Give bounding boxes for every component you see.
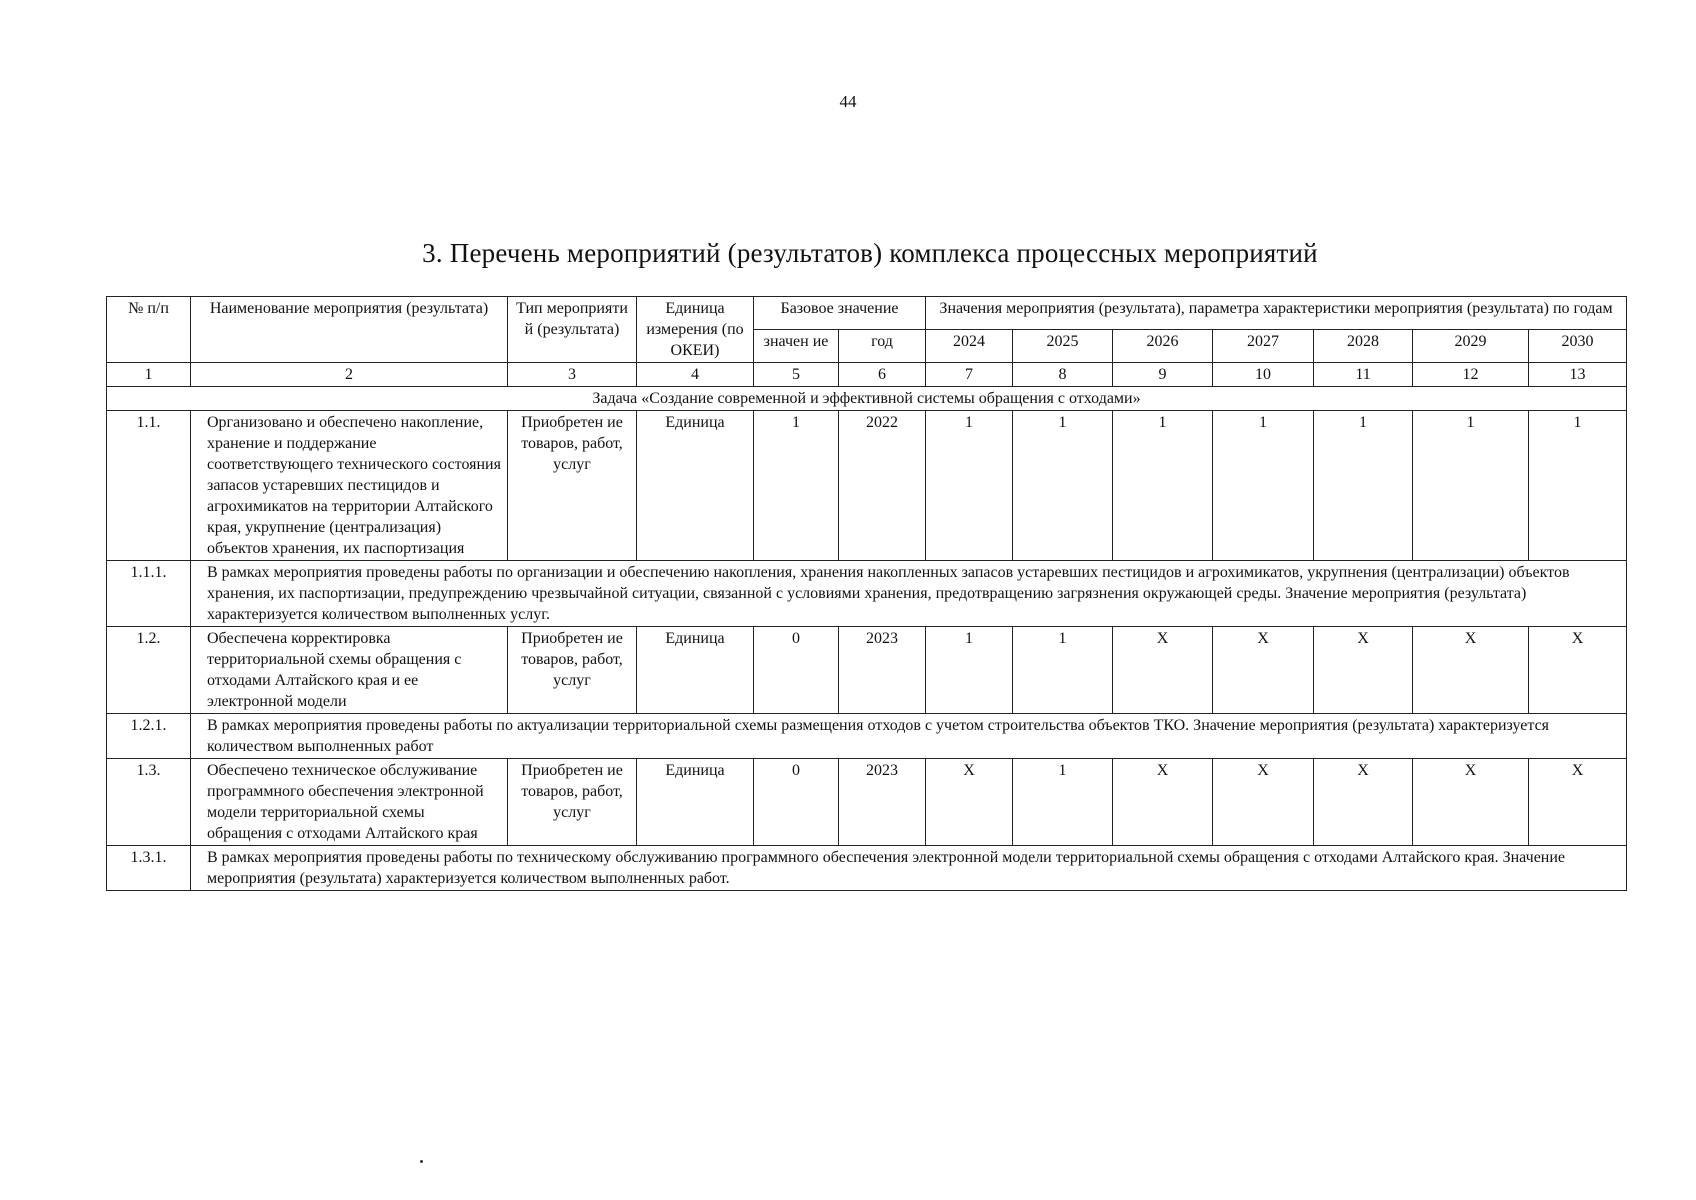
- task-row: [107, 387, 1627, 411]
- header-name: Наименование мероприятия (результата): [191, 297, 508, 363]
- column-index: 9: [1113, 363, 1213, 387]
- activity-name: Обеспечена корректировка территориальной схемы обращения с отходами Алтайского края и ее электронной модели: [191, 627, 508, 714]
- base-value: 0: [754, 759, 839, 846]
- description-number: 1.2.1.: [107, 714, 191, 759]
- task-title: Задача «Создание современной и эффективной системы обращения с отходами»: [107, 387, 1627, 411]
- column-index: 1: [107, 363, 191, 387]
- header-year: 2024: [926, 330, 1013, 363]
- header-year: 2027: [1213, 330, 1314, 363]
- header-base: Базовое значение: [754, 297, 926, 330]
- column-index: 11: [1314, 363, 1413, 387]
- header-year: 2025: [1013, 330, 1113, 363]
- base-year: 2023: [839, 627, 926, 714]
- year-value: 1: [1529, 411, 1627, 561]
- base-year: 2023: [839, 759, 926, 846]
- header-row-1: [107, 297, 1627, 330]
- year-value: X: [1529, 627, 1627, 714]
- column-index: 5: [754, 363, 839, 387]
- base-value: 1: [754, 411, 839, 561]
- column-index: 13: [1529, 363, 1627, 387]
- year-value: X: [1314, 759, 1413, 846]
- year-value: X: [1213, 759, 1314, 846]
- page-number: 44: [839, 92, 857, 111]
- column-index-row: [107, 363, 1627, 387]
- description-text: В рамках мероприятия проведены работы по техническому обслуживанию программного обеспечения электронной модели территориальной схемы обращения с отходами Алтайского края. Значение мероприятия (результата) характеризуется количеством выполненных работ.: [191, 846, 1627, 891]
- year-value: 1: [926, 627, 1013, 714]
- column-index: 12: [1413, 363, 1529, 387]
- description-text: В рамках мероприятия проведены работы по организации и обеспечению накопления, хранения накопленных запасов устаревших пестицидов и агрохимикатов, укрупнения (централизации) объектов хранения, их паспортизации, предупреждению чрезвычайной ситуации, связанной с условиями хранения, предотвращению загрязнения окружающей среды. Значение мероприятия (результата) характеризуется количеством выполненных услуг.: [191, 561, 1627, 627]
- activity-type: Приобретен ие товаров, работ, услуг: [508, 411, 637, 561]
- year-value: 1: [1413, 411, 1529, 561]
- table-row: [107, 627, 1627, 714]
- column-index: 8: [1013, 363, 1113, 387]
- year-value: X: [1314, 627, 1413, 714]
- table-row: [107, 759, 1627, 846]
- description-number: 1.3.1.: [107, 846, 191, 891]
- base-year: 2022: [839, 411, 926, 561]
- column-index: 4: [637, 363, 754, 387]
- year-value: X: [1413, 627, 1529, 714]
- header-base-year: год: [839, 330, 926, 363]
- activity-name: Организовано и обеспечено накопление, хранение и поддержание соответствующего технического состояния запасов устаревших пестицидов и агрохимикатов на территории Алтайского края, укрупнение (централизация) объектов хранения, их паспортизация: [191, 411, 508, 561]
- row-number: 1.2.: [107, 627, 191, 714]
- column-index: 3: [508, 363, 637, 387]
- header-year: 2029: [1413, 330, 1529, 363]
- column-index: 7: [926, 363, 1013, 387]
- header-type: Тип мероприяти й (результата): [508, 297, 637, 363]
- activity-type: Приобретен ие товаров, работ, услуг: [508, 627, 637, 714]
- header-unit: Единица измерения (по ОКЕИ): [637, 297, 754, 363]
- year-value: X: [1413, 759, 1529, 846]
- year-value: X: [1213, 627, 1314, 714]
- description-row: [107, 561, 1627, 627]
- header-year: 2026: [1113, 330, 1213, 363]
- year-value: X: [1529, 759, 1627, 846]
- column-index: 10: [1213, 363, 1314, 387]
- year-value: X: [1113, 759, 1213, 846]
- year-value: X: [1113, 627, 1213, 714]
- description-row: [107, 714, 1627, 759]
- header-year: 2028: [1314, 330, 1413, 363]
- column-index: 2: [191, 363, 508, 387]
- row-number: 1.1.: [107, 411, 191, 561]
- activities-table: [106, 296, 1627, 891]
- year-value: 1: [1213, 411, 1314, 561]
- unit: Единица: [637, 627, 754, 714]
- year-value: 1: [1013, 759, 1113, 846]
- year-value: 1: [1314, 411, 1413, 561]
- year-value: 1: [1013, 627, 1113, 714]
- description-row: [107, 846, 1627, 891]
- header-year: 2030: [1529, 330, 1627, 363]
- activity-name: Обеспечено техническое обслуживание программного обеспечения электронной модели территориальной схемы обращения с отходами Алтайского края: [191, 759, 508, 846]
- table-row: [107, 411, 1627, 561]
- document-title: 3. Перечень мероприятий (результатов) комплекса процессных мероприятий: [422, 238, 1318, 268]
- year-value: X: [926, 759, 1013, 846]
- description-number: 1.1.1.: [107, 561, 191, 627]
- header-values-by-year: Значения мероприятия (результата), параметра характеристики мероприятия (результата) по годам: [926, 297, 1627, 330]
- unit: Единица: [637, 759, 754, 846]
- year-value: 1: [1113, 411, 1213, 561]
- year-value: 1: [1013, 411, 1113, 561]
- year-value: 1: [926, 411, 1013, 561]
- row-number: 1.3.: [107, 759, 191, 846]
- column-index: 6: [839, 363, 926, 387]
- description-text: В рамках мероприятия проведены работы по актуализации территориальной схемы размещения отходов с учетом строительства объектов ТКО. Значение мероприятия (результата) характеризуется количеством выполненных работ: [191, 714, 1627, 759]
- activity-type: Приобретен ие товаров, работ, услуг: [508, 759, 637, 846]
- header-base-value: значен ие: [754, 330, 839, 363]
- header-num: № п/п: [107, 297, 191, 363]
- scan-speck: [420, 1160, 423, 1163]
- base-value: 0: [754, 627, 839, 714]
- unit: Единица: [637, 411, 754, 561]
